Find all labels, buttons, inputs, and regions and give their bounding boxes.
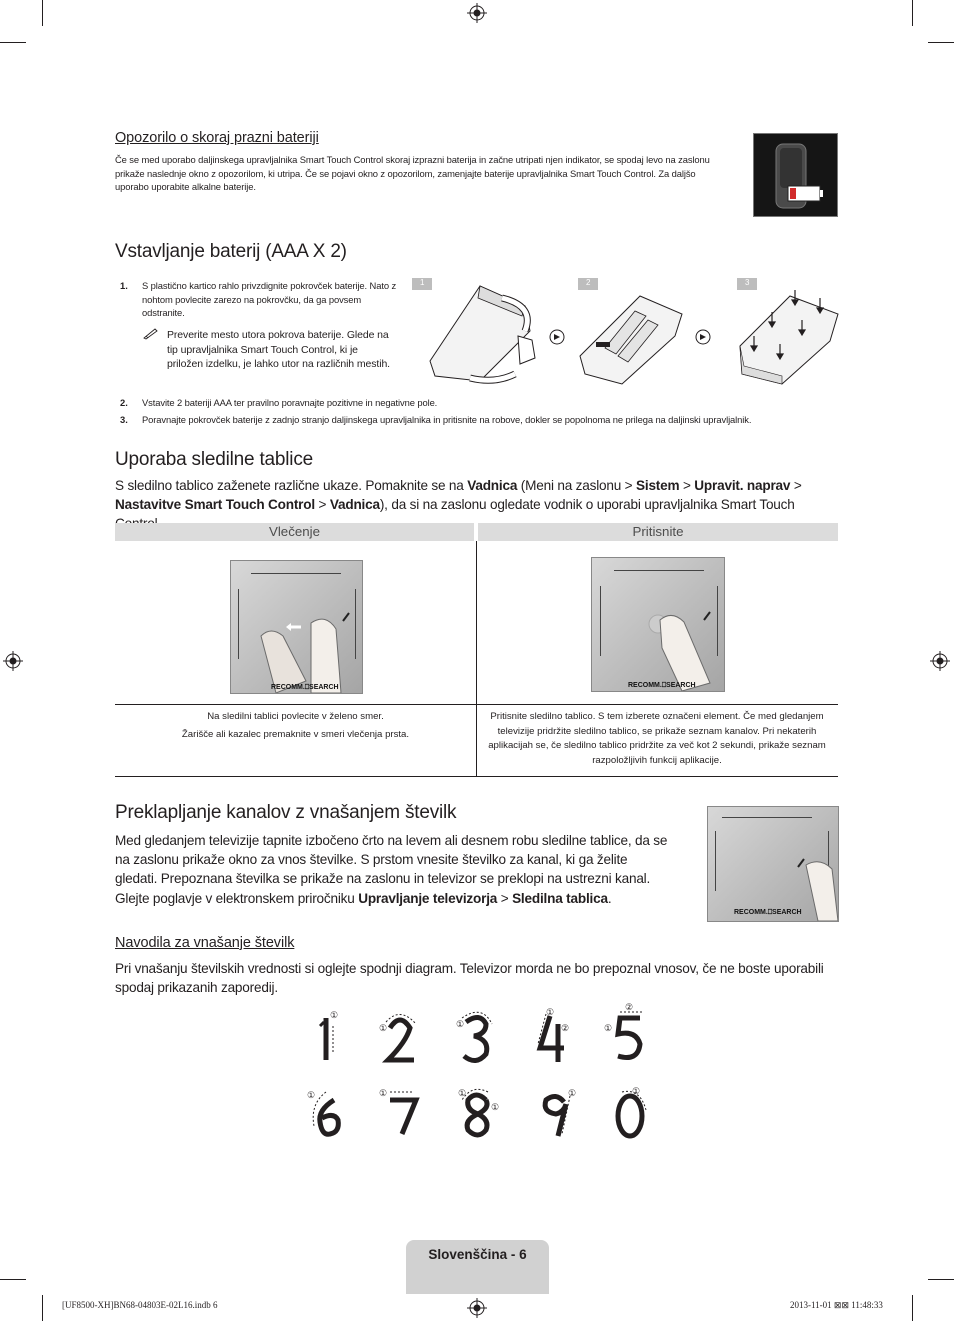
step-text: Poravnajte pokrovček baterije z zadnjo stranjo daljinskega upravljalnika in pritisnite na robove, dokler se popolnoma ne prilega na daljinski upravljalnik. bbox=[142, 414, 752, 425]
date-imprint: 2013-11-01 ⊠⊠ 11:48:33 bbox=[790, 1300, 883, 1310]
manual-path-item: Sledilna tablica bbox=[512, 890, 608, 906]
step-text: Vstavite 2 bateriji AAA ter pravilno poravnajte pozitivne in negativne pole. bbox=[142, 397, 438, 408]
touchpad-heading: Uporaba sledilne tablice bbox=[115, 449, 313, 470]
stroke-order-marker: ② bbox=[625, 1002, 633, 1012]
finger-press-icon bbox=[592, 558, 724, 691]
low-battery-screen-image bbox=[753, 133, 838, 217]
stroke-order-marker: ① bbox=[491, 1102, 499, 1112]
crop-mark bbox=[0, 1279, 26, 1280]
channels-heading: Preklapljanje kanalov z vnašanjem številk bbox=[115, 802, 457, 823]
menu-path-item: Sistem bbox=[636, 478, 680, 493]
table-divider bbox=[476, 541, 477, 776]
touchpad-drag-image bbox=[230, 560, 363, 694]
crop-mark bbox=[42, 1295, 43, 1321]
page-number-tab: Slovenščina - 6 bbox=[406, 1240, 549, 1294]
file-imprint: [UF8500-XH]BN68-04803E-02L16.indb 6 bbox=[62, 1300, 218, 1310]
channels-body: Med gledanjem televizije tapnite izbočeno črto na levem ali desnem robu sledilne tablice, da se na zaslonu prikaže okno za vnos številke. S prstom vnesite številko za kanal, ki ga želite gledati. Prepoznana številka se prikaže na zaslonu in televizor se preklopi na ustrezni kanal. Glejte poglavje v elektronskem priročniku bbox=[115, 833, 668, 906]
stroke-order-marker: ① bbox=[632, 1086, 640, 1096]
note-text: Preverite mesto utora pokrova baterije. Glede na tip upravljalnika Smart Touch Control, ki je priložen izdelku, je lahko utor na različnih mestih. bbox=[167, 329, 390, 370]
intro-text: S sledilno tablico zaženete različne ukaze. Pomaknite se na bbox=[115, 478, 468, 493]
digits-heading: Navodila za vnašanje številk bbox=[115, 935, 295, 951]
table-divider bbox=[115, 776, 838, 777]
intro-text: > bbox=[679, 478, 695, 493]
pad-caption: RECOMM.⎕SEARCH bbox=[271, 684, 339, 691]
pad-caption: RECOMM.⎕SEARCH bbox=[734, 909, 802, 916]
stroke-order-marker: ① bbox=[546, 1007, 554, 1017]
remote-battery-icon bbox=[754, 134, 837, 216]
crop-mark bbox=[0, 42, 26, 43]
digit-5-stroke bbox=[618, 1012, 642, 1058]
stroke-order-marker: ① bbox=[330, 1010, 338, 1020]
note-pencil-icon bbox=[143, 328, 159, 340]
channels-text bbox=[115, 831, 670, 908]
touchpad-edge-tap-image bbox=[707, 806, 839, 922]
crop-mark bbox=[912, 0, 913, 26]
channels-body: . bbox=[607, 890, 612, 906]
stroke-order-marker: ① bbox=[568, 1088, 576, 1098]
step-number: 3. bbox=[120, 414, 128, 425]
digits-text: Pri vnašanju številskih vrednosti si oglejte spodnji diagram. Televizor morda ne bo prepoznal vnosov, če ne boste uporabili spodaj prikazanih zaporedij. bbox=[115, 961, 824, 996]
crop-mark bbox=[928, 42, 954, 43]
touchpad-press-image bbox=[591, 557, 725, 692]
crop-mark bbox=[912, 1295, 913, 1321]
manual-path-item: Upravljanje televizorja bbox=[358, 890, 498, 906]
pad-caption: RECOMM.⎕SEARCH bbox=[628, 682, 696, 689]
step-number: 1. bbox=[120, 280, 128, 291]
intro-text: (Meni na zaslonu > bbox=[517, 478, 636, 493]
stroke-order-marker: ① bbox=[458, 1088, 466, 1098]
figure-label-text: 3 bbox=[745, 278, 750, 287]
intro-text: > bbox=[790, 478, 802, 493]
figure-label-text: 1 bbox=[420, 278, 425, 287]
crop-mark bbox=[42, 0, 43, 26]
warning-heading: Opozorilo o skoraj prazni bateriji bbox=[115, 130, 319, 146]
stroke-order-marker: ① bbox=[379, 1088, 387, 1098]
menu-path-item: Nastavitve Smart Touch Control bbox=[115, 497, 315, 513]
menu-path-item: Vadnica bbox=[329, 497, 380, 513]
finger-drag-icon bbox=[231, 561, 362, 693]
finger-tap-icon bbox=[708, 807, 838, 921]
stroke-order-marker: ① bbox=[307, 1090, 315, 1100]
digit-9-stroke bbox=[545, 1096, 570, 1136]
figure-label-text: 2 bbox=[586, 278, 591, 287]
drag-description: Na sledilni tablici povlecite v želeno smer. bbox=[207, 711, 384, 722]
intro-text: > bbox=[314, 497, 330, 513]
table-divider bbox=[115, 704, 838, 705]
registration-mark-icon bbox=[930, 651, 950, 671]
intro-text: ), da si na zaslonu ogledate vodnik o uporabi upravljalnika Smart Touch bbox=[379, 497, 795, 513]
step-number: 2. bbox=[120, 397, 128, 408]
batteries-heading: Vstavljanje baterij (AAA X 2) bbox=[115, 241, 347, 262]
warning-text: Če se med uporabo daljinskega upravljalnika Smart Touch Control skoraj izprazni baterija in začne utripati njen indikator, se spodaj levo na zaslonu prikaže naslednje okno z opozorilom, ki utripa. Če se pojavi okno z opozorilom, zamenjajte baterije upravljalnika Smart Touch Control. Za daljšo uporabo uporabite alkalne baterije. bbox=[115, 154, 710, 193]
crop-mark bbox=[928, 1279, 954, 1280]
menu-path-item: Upravit. naprav bbox=[694, 478, 791, 493]
digit-7-stroke bbox=[390, 1092, 416, 1134]
press-description: Pritisnite sledilno tablico. S tem izberete označeni element. Če med gledanjem televizije pridržite sledilno tablico, se prikaže seznam kanalov. Pri nekaterih aplikacijah se, če sledilno tablico pridržite za več kot 2 sekundi, prikaže seznam razpoložljivih funkcij aplikacije. bbox=[488, 711, 826, 766]
stroke-order-marker: ① bbox=[456, 1019, 464, 1029]
digit-3-stroke bbox=[462, 1012, 492, 1060]
channels-body: > bbox=[497, 890, 513, 906]
digit-1-stroke bbox=[320, 1018, 333, 1060]
stroke-order-marker: ② bbox=[561, 1023, 569, 1033]
registration-mark-icon bbox=[467, 1298, 487, 1318]
menu-path-item: Vadnica bbox=[467, 478, 518, 493]
digit-2-stroke bbox=[386, 1014, 416, 1060]
registration-mark-icon bbox=[3, 651, 23, 671]
digit-6-stroke bbox=[313, 1092, 338, 1134]
battery-insert-figure bbox=[410, 276, 840, 391]
column-header-press: Pritisnite bbox=[478, 523, 838, 541]
registration-mark-icon bbox=[467, 3, 487, 23]
step-text: S plastično kartico rahlo privzdignite pokrovček baterije. Nato z nohtom povlecite zarezo na pokrovčku, da ga povsem odstranite. bbox=[142, 280, 397, 319]
drag-description: Žarišče ali kazalec premaknite v smeri vlečenja prsta. bbox=[181, 729, 410, 740]
stroke-order-marker: ① bbox=[604, 1023, 612, 1033]
column-header-drag: Vlečenje bbox=[115, 523, 474, 541]
stroke-order-marker: ① bbox=[379, 1023, 387, 1033]
